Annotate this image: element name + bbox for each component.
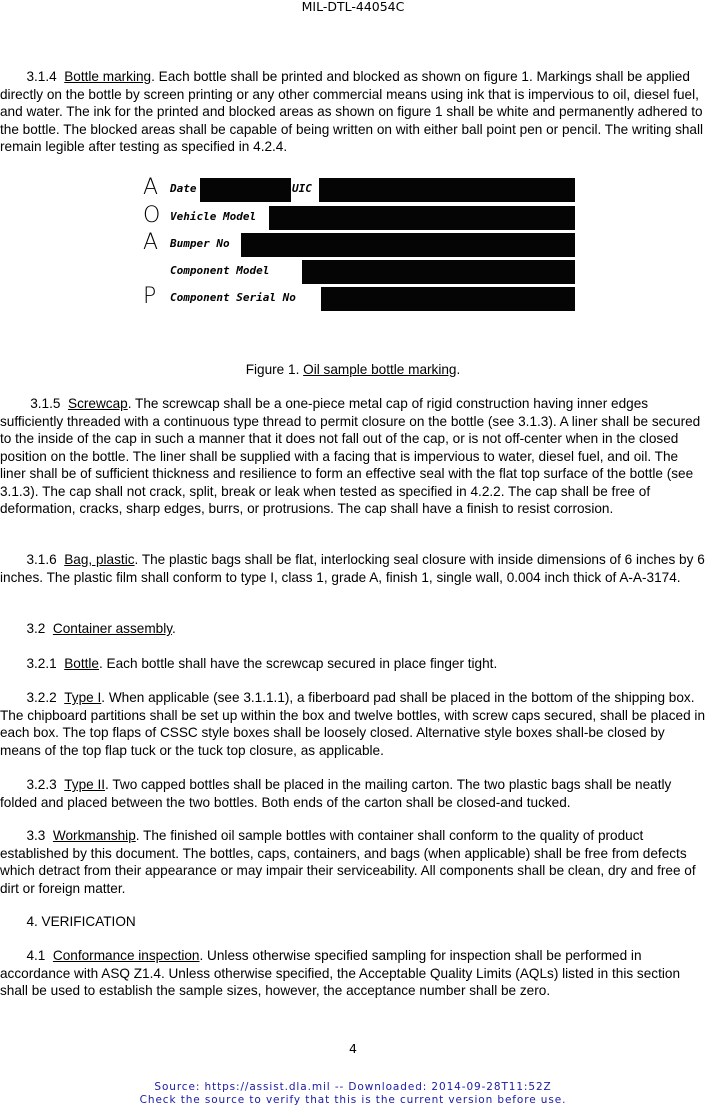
caption-title: Oil sample bottle marking — [303, 362, 457, 377]
section-number: 3.2.1 — [26, 656, 57, 671]
figure-row-vehicle-model — [143, 205, 583, 231]
figure-1-bottle-marking — [143, 177, 583, 317]
paragraph-3-2-1 — [0, 655, 706, 673]
footer-line-2: Check the source to verify that this is the current version before use. — [139, 1094, 567, 1106]
uic-block — [319, 178, 575, 202]
caption-suffix: . — [456, 362, 461, 377]
figure-label-vehicle-model: Vehicle Model — [170, 210, 257, 223]
figure-row-component-serial-no — [143, 286, 583, 312]
date-block — [200, 178, 291, 202]
section-number: 3.2 — [26, 621, 46, 636]
section-text: . The screwcap shall be a one-piece metal cap of rigid construction having inner edges sufficiently threaded with a continuous type thread to permit closure on the bottle (see 3.1.3). A liner shall be secured to the inside of the cap in such a manner that it does not fall out of the cap, or is not off-center when in the closed position on the bottle. The liner shall be supplied with a facing that is impervious to water, diesel fuel, and oil. The liner shall be of sufficient thickness and resilience to form an effective seal with the flat top surface of the bottle (see 3.1.3). The cap shall not crack, split, break or leak when tested as specified in 4.2.2. The cap shall be free of deformation, cracks, sharp edges, burrs, or protrusions. The cap shall have a finish to resist corrosion. — [0, 396, 701, 516]
section-title: Container assembly — [52, 621, 173, 636]
figure-letter: A — [143, 230, 159, 255]
section-title: Type I — [64, 690, 102, 705]
figure-row-bumper-no — [143, 232, 583, 258]
paragraph-3-1-5 — [0, 395, 706, 518]
section-number: 3.1.5 — [30, 396, 61, 411]
section-number: 3.1.6 — [26, 552, 57, 567]
section-text: . The plastic bags shall be flat, interlocking seal closure with inside dimensions of 6 inches by 6 inches. The plastic film shall conform to type I, class 1, grade A, finish 1, single wall, 0.004 inch thick of A-A-3174. — [0, 552, 705, 585]
paragraph-3-1-4 — [0, 68, 706, 156]
heading-4-verification — [0, 913, 706, 931]
paragraph-3-2 — [0, 620, 706, 638]
section-text: . Unless otherwise specified sampling for inspection shall be performed in accordance with ASQ Z1.4. Unless otherwise specified, the Acceptable Quality Limits (AQLs) listed in this section shall be used to establish the sample sizes, however, the acceptance number shall be zero. — [0, 948, 680, 998]
figure-label-uic: UIC — [292, 182, 312, 195]
document-id: MIL-DTL-44054C — [301, 0, 405, 14]
figure-caption — [0, 361, 706, 378]
section-title: Conformance inspection — [52, 948, 200, 963]
component-model-block — [302, 260, 575, 284]
paragraph-3-1-6 — [0, 551, 706, 586]
figure-row-date — [143, 177, 583, 203]
section-number: 3.3 — [26, 828, 46, 843]
paragraph-3-3 — [0, 827, 706, 897]
figure-label-date: Date — [170, 182, 197, 195]
component-serial-no-block — [321, 287, 575, 311]
page-number: 4 — [349, 1041, 357, 1056]
paragraph-3-2-2 — [0, 689, 706, 759]
section-title: Bag, plastic — [64, 552, 135, 567]
section-text: . Two capped bottles shall be placed in the mailing carton. The two plastic bags shall be neatly folded and placed between the two bottles. Both ends of the carton shall be closed-and tucked. — [0, 777, 672, 810]
section-title: Type II — [64, 777, 106, 792]
figure-label-component-serial-no: Component Serial No — [170, 291, 296, 304]
figure-label-component-model: Component Model — [170, 264, 270, 277]
section-text: . The finished oil sample bottles with container shall conform to the quality of product established by this document. The bottles, caps, containers, and bags (when applicable) shall be free from defects which detract from their appearance or may impair their serviceability. All components shall be clean, dry and free of dirt or foreign matter. — [0, 828, 696, 896]
figure-letter: P — [143, 284, 157, 309]
section-heading: 4. VERIFICATION — [26, 914, 136, 929]
section-number: 3.1.4 — [26, 69, 57, 84]
figure-letter: O — [143, 203, 161, 228]
section-title: Workmanship — [52, 828, 136, 843]
paragraph-4-1 — [0, 947, 706, 1000]
section-number: 3.2.3 — [26, 777, 57, 792]
section-number: 3.2.2 — [26, 690, 57, 705]
footer-line-1: Source: https://assist.dla.mil -- Downloaded: 2014-09-28T11:52Z — [154, 1081, 552, 1093]
section-text: . — [172, 621, 176, 636]
section-title: Bottle marking — [64, 69, 152, 84]
section-text: . Each bottle shall be printed and blocked as shown on figure 1. Markings shall be applied directly on the bottle by screen printing or any other commercial means using ink that is impervious to oil, diesel fuel, and water. The ink for the printed and blocked areas as shown on figure 1 shall be white and permanently adhered to the bottle. The blocked areas shall be capable of being written on with either ball point pen or pencil. The writing shall remain legible after testing as specified in 4.2.4. — [0, 69, 704, 154]
section-text: . When applicable (see 3.1.1.1), a fiberboard pad shall be placed in the bottom of the shipping box. The chipboard partitions shall be set up within the box and twelve bottles, with screw caps secured, shall be placed in each box. The top flaps of CSSC style boxes shall be loosely closed. Alternative style boxes shall-be closed by means of the top flap tuck or the tuck top closure, as applicable. — [0, 690, 706, 758]
bumper-no-block — [241, 233, 575, 257]
figure-letter: A — [143, 175, 159, 200]
caption-prefix: Figure 1. — [245, 362, 304, 377]
section-title: Bottle — [64, 656, 99, 671]
footer-source — [0, 1081, 706, 1107]
vehicle-model-block — [269, 206, 575, 230]
paragraph-3-2-3 — [0, 776, 706, 811]
section-number: 4.1 — [26, 948, 46, 963]
figure-label-bumper-no: Bumper No — [170, 237, 230, 250]
section-title: Screwcap — [68, 396, 128, 411]
figure-row-component-model — [143, 259, 583, 285]
section-text: . Each bottle shall have the screwcap secured in place finger tight. — [99, 656, 498, 671]
